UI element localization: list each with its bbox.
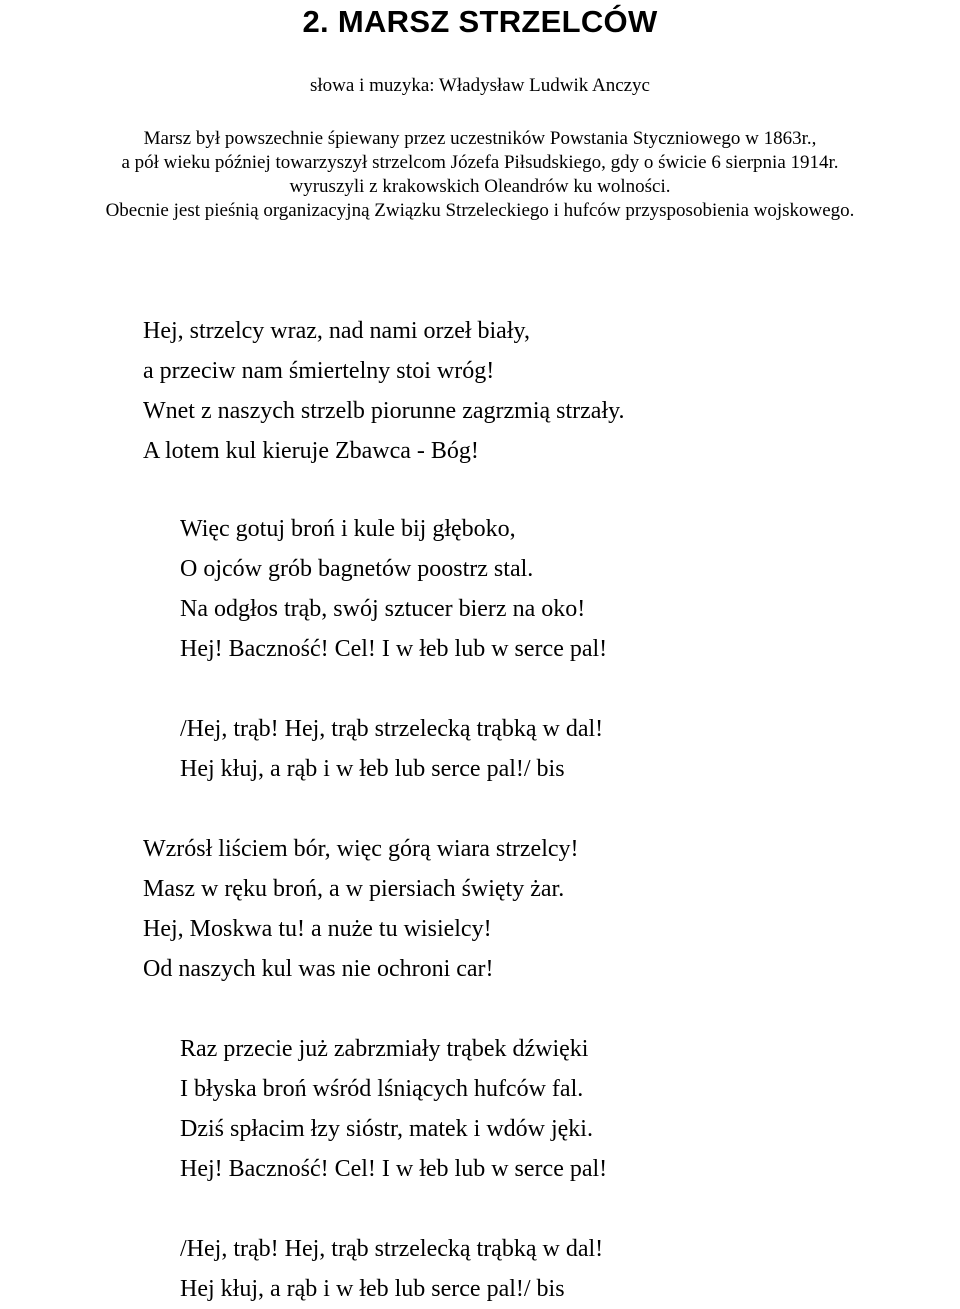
intro-line: Obecnie jest pieśnią organizacyjną Związku Strzeleckiego i hufców przysposobienia wojskowego. <box>105 200 855 221</box>
verse-line: Hej kłuj, a rąb i w łeb lub serce pal!/ bis <box>180 756 565 782</box>
verse-line: Dziś spłacim łzy sióstr, matek i wdów jęki. <box>180 1116 593 1142</box>
intro-line: wyruszyli z krakowskich Oleandrów ku wolności. <box>289 176 671 197</box>
verse-line: Hej, Moskwa tu! a nuże tu wisielcy! <box>143 916 492 942</box>
verse-line: Hej, strzelcy wraz, nad nami orzeł biały, <box>143 318 530 344</box>
verse-line: /Hej, trąb! Hej, trąb strzelecką trąbką w dal! <box>180 1236 604 1262</box>
verse-line: Więc gotuj broń i kule bij głęboko, <box>180 516 516 542</box>
song-credits: słowa i muzyka: Władysław Ludwik Anczyc <box>310 75 650 96</box>
stanza-5-refrain <box>180 1029 607 1189</box>
intro-line: a pół wieku później towarzyszył strzelcom Józefa Piłsudskiego, gdy o świcie 6 sierpnia 1914r. <box>121 152 839 173</box>
stanza-4 <box>143 829 579 989</box>
verse-line: Hej! Baczność! Cel! I w łeb lub w serce pal! <box>180 1156 608 1182</box>
verse-line: A lotem kul kieruje Zbawca - Bóg! <box>143 438 479 464</box>
verse-line: Masz w ręku broń, a w piersiach święty żar. <box>143 876 565 902</box>
verse-line: O ojców grób bagnetów poostrz stal. <box>180 556 534 582</box>
stanza-1 <box>143 311 625 471</box>
stanza-2-refrain <box>180 509 607 669</box>
verse-line: Raz przecie już zabrzmiały trąbek dźwięki <box>180 1036 589 1062</box>
verse-line: Wzrósł liściem bór, więc górą wiara strzelcy! <box>143 836 579 862</box>
verse-line: I błyska broń wśród lśniących hufców fal. <box>180 1076 584 1102</box>
verse-line: Hej kłuj, a rąb i w łeb lub serce pal!/ bis <box>180 1276 565 1302</box>
verse-line: Od naszych kul was nie ochroni car! <box>143 956 494 982</box>
stanza-6-chorus <box>180 1229 603 1309</box>
verse-line: Hej! Baczność! Cel! I w łeb lub w serce pal! <box>180 636 608 662</box>
song-title: 2. MARSZ STRZELCÓW <box>302 4 658 39</box>
stanza-3-chorus <box>180 709 603 789</box>
verse-line: Na odgłos trąb, swój sztucer bierz na oko! <box>180 596 586 622</box>
verse-line: a przeciw nam śmiertelny stoi wróg! <box>143 358 495 384</box>
verse-line: Wnet z naszych strzelb piorunne zagrzmią strzały. <box>143 398 625 424</box>
verse-line: /Hej, trąb! Hej, trąb strzelecką trąbką w dal! <box>180 716 604 742</box>
intro-paragraph <box>0 127 960 223</box>
intro-line: Marsz był powszechnie śpiewany przez uczestników Powstania Styczniowego w 1863r., <box>143 128 817 149</box>
